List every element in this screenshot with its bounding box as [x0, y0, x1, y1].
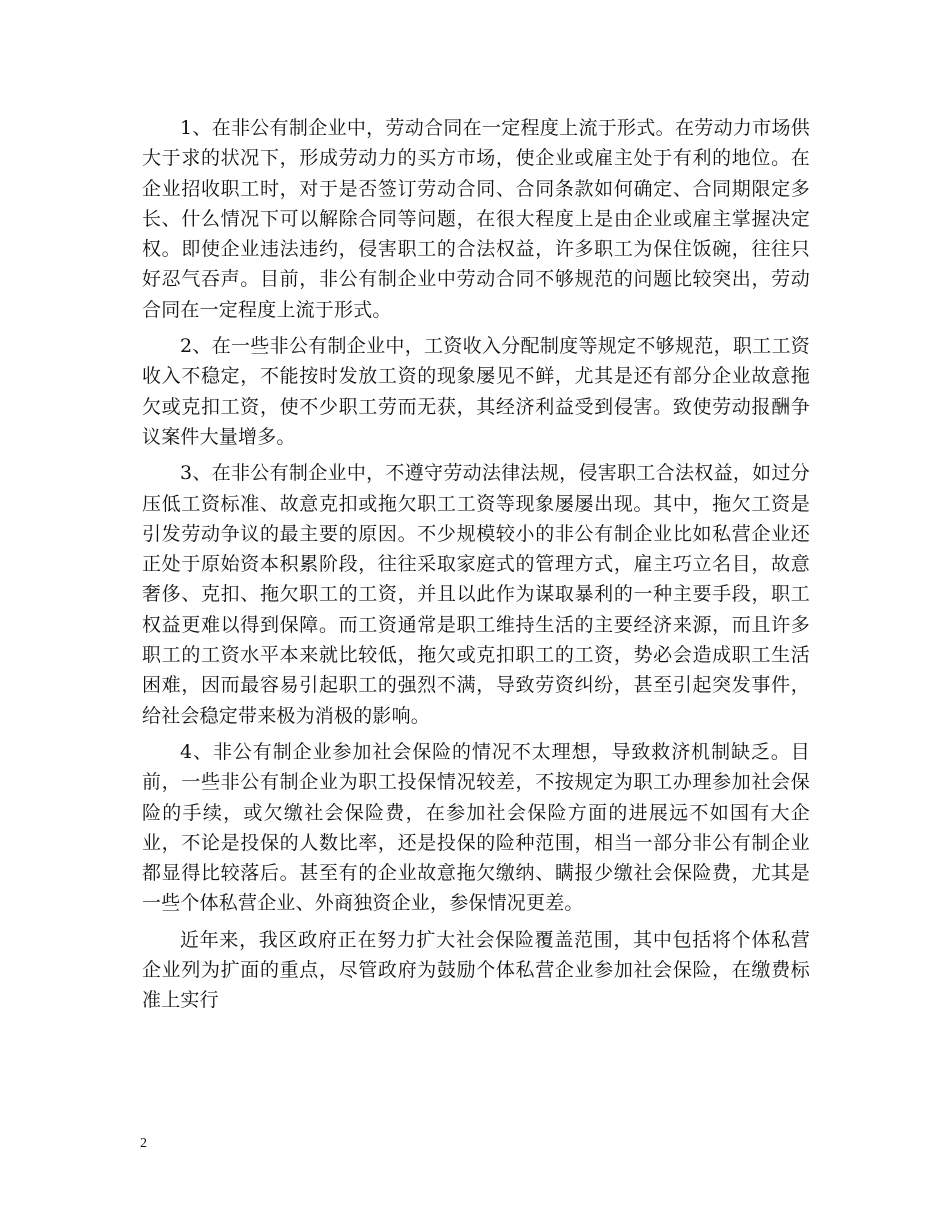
paragraph-4: 4、非公有制企业参加社会保险的情况不太理想，导致救济机制缺乏。目前，一些非公有制企业为职工投保情况较差，不按规定为职工办理参加社会保险的手续，或欠缴社会保险费，在参加社会保险方面的进展远不如国有大企业，不论是投保的人数比率，还是投保的险种范围，相当一部分非公有制企业都显得比较落后。甚至有的企业故意拖欠缴纳、瞒报少缴社会保险费，尤其是一些个体私营企业、外商独资企业，参保情况更差。 [142, 740, 810, 915]
document-body [142, 113, 810, 1016]
paragraph-2: 2、在一些非公有制企业中，工资收入分配制度等规定不够规范，职工工资收入不稳定，不能按时发放工资的现象屡见不鲜，尤其是还有部分企业故意拖欠或克扣工资，使不少职工劳而无获，其经济利益受到侵害。致使劳动报酬争议案件大量增多。 [142, 335, 810, 448]
paragraph-3: 3、在非公有制企业中，不遵守劳动法律法规，侵害职工合法权益，如过分压低工资标准、故意克扣或拖欠职工工资等现象屡屡出现。其中，拖欠工资是引发劳动争议的最主要的原因。不少规模较小的非公有制企业比如私营企业还正处于原始资本积累阶段，往往采取家庭式的管理方式，雇主巧立名目，故意奢侈、克扣、拖欠职工的工资，并且以此作为谋取暴利的一种主要手段，职工权益更难以得到保障。而工资通常是职工维持生活的主要经济来源，而且许多职工的工资水平本来就比较低，拖欠或克扣职工的工资，势必会造成职工生活困难，因而最容易引起职工的强烈不满，导致劳资纠纷，甚至引起突发事件，给社会稳定带来极为消极的影响。 [142, 462, 810, 727]
page-number: 2 [140, 1136, 147, 1151]
paragraph-5: 近年来，我区政府正在努力扩大社会保险覆盖范围，其中包括将个体私营企业列为扩面的重点，尽管政府为鼓励个体私营企业参加社会保险，在缴费标准上实行 [142, 928, 810, 1012]
paragraph-1: 1、在非公有制企业中，劳动合同在一定程度上流于形式。在劳动力市场供大于求的状况下，形成劳动力的买方市场，使企业或雇主处于有利的地位。在企业招收职工时，对于是否签订劳动合同、合同条款如何确定、合同期限定多长、什么情况下可以解除合同等问题，在很大程度上是由企业或雇主掌握决定权。即使企业违法违约，侵害职工的合法权益，许多职工为保住饭碗，往往只好忍气吞声。目前，非公有制企业中劳动合同不够规范的问题比较突出，劳动合同在一定程度上流于形式。 [142, 117, 810, 321]
